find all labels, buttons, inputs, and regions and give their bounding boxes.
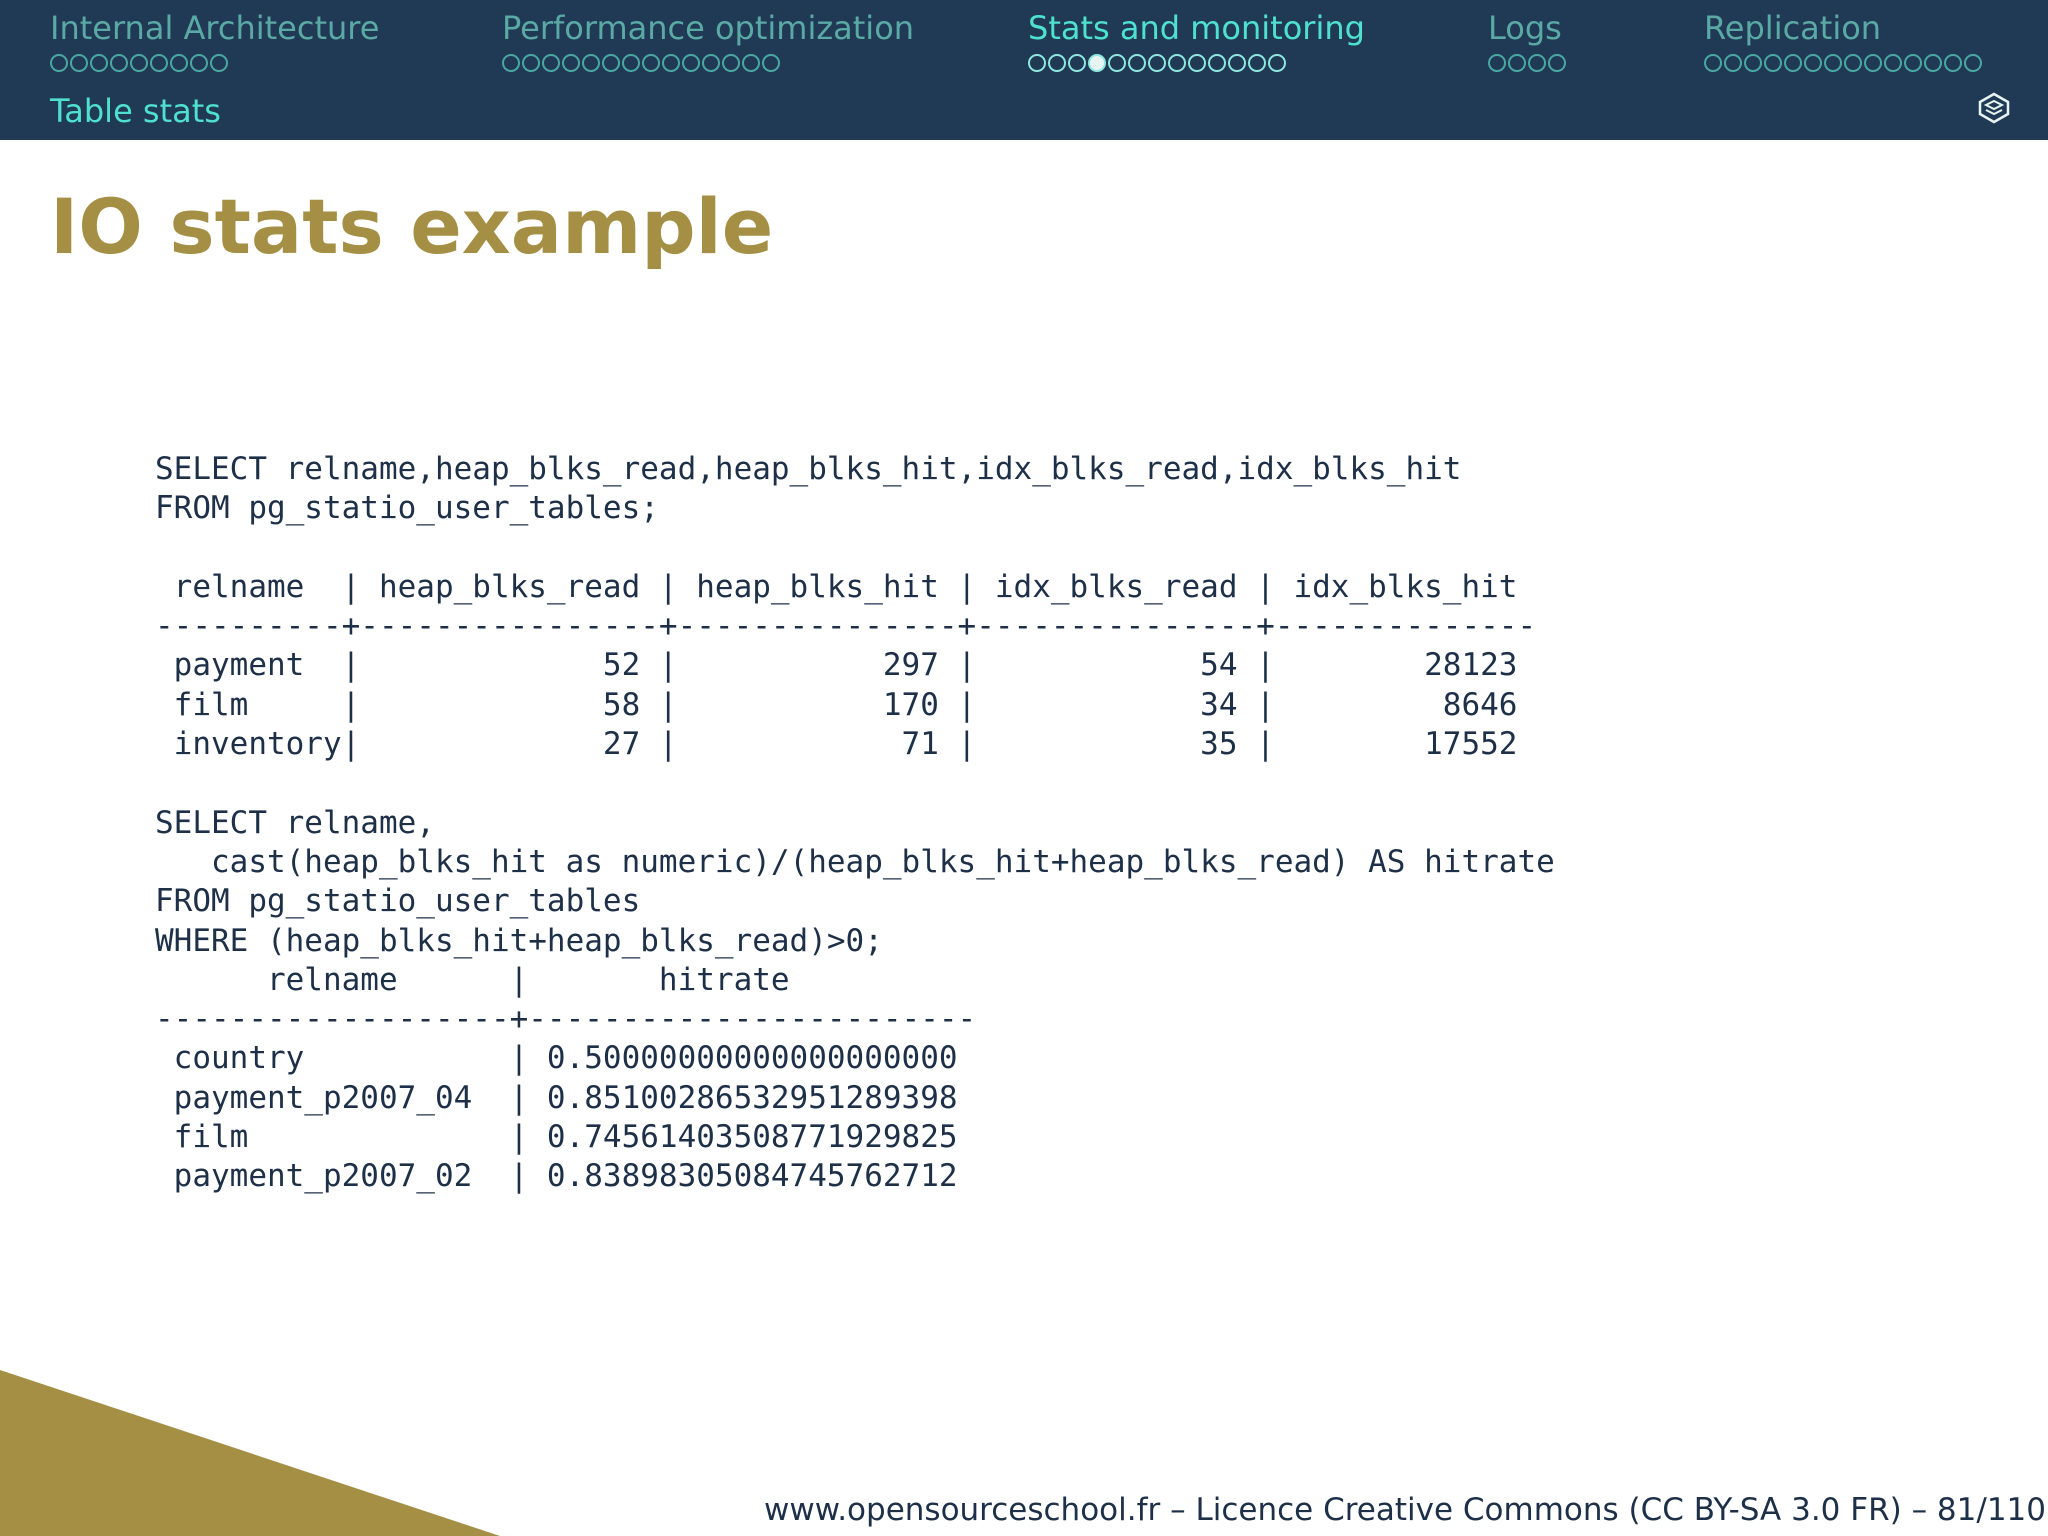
code-line: cast(heap_blks_hit as numeric)/(heap_blks_hit+heap_blks_read) AS hitrate [155,843,1555,880]
nav-dot[interactable] [1548,54,1566,72]
nav-dot[interactable] [722,54,740,72]
nav-dot[interactable] [70,54,88,72]
code-line: WHERE (heap_blks_hit+heap_blks_read)>0; [155,922,883,959]
subsection-title[interactable]: Table stats [50,92,221,130]
code-line [155,529,1555,568]
nav-section-label: Logs [1488,9,1562,47]
nav-dot[interactable] [602,54,620,72]
code-line: payment | 52 | 297 | 54 | 28123 [155,647,1518,684]
nav-dot[interactable] [1228,54,1246,72]
nav-dot[interactable] [1248,54,1266,72]
layers-logo-icon [1974,92,2014,124]
nav-dot[interactable] [210,54,228,72]
code-line: -------------------+------------------------ [155,1001,977,1038]
nav-dot[interactable] [1764,54,1782,72]
nav-dot[interactable] [562,54,580,72]
header-bar [0,0,2048,140]
nav-dot[interactable] [1924,54,1942,72]
slide-title: IO stats example [50,182,774,271]
nav-dot[interactable] [170,54,188,72]
nav-dot[interactable] [622,54,640,72]
nav-dot[interactable] [150,54,168,72]
code-line: film | 0.74561403508771929825 [155,1119,958,1156]
nav-dot[interactable] [1884,54,1902,72]
nav-dot[interactable] [642,54,660,72]
code-line: SELECT relname,heap_blks_read,heap_blks_hit,idx_blks_read,idx_blks_hit [155,451,1462,487]
nav-dot[interactable] [1028,54,1046,72]
nav-dot[interactable] [502,54,520,72]
nav-dot[interactable] [1188,54,1206,72]
nav-section-label: Stats and monitoring [1028,9,1365,47]
code-line: country | 0.50000000000000000000 [155,1040,958,1077]
nav-dot[interactable] [682,54,700,72]
nav-dot[interactable] [1964,54,1982,72]
nav-dot[interactable] [522,54,540,72]
nav-dot[interactable] [190,54,208,72]
nav-dot[interactable] [762,54,780,72]
nav-dot[interactable] [1268,54,1286,72]
code-line [155,764,1555,803]
nav-dot[interactable] [1844,54,1862,72]
code-line: SELECT relname, [155,804,435,841]
nav-section-stats-and-monitoring[interactable] [1028,8,1365,76]
nav-section-logs[interactable] [1488,8,1568,76]
nav-dot[interactable] [1724,54,1742,72]
nav-dots [50,54,379,76]
nav-dots [502,54,914,76]
nav-dot[interactable] [1488,54,1506,72]
nav-dot[interactable] [1508,54,1526,72]
nav-dot[interactable] [110,54,128,72]
code-line: payment_p2007_02 | 0.83898305084745762712 [155,1158,958,1195]
nav-dot-current[interactable] [1088,54,1106,72]
nav-dots [1028,54,1365,76]
nav-dot[interactable] [1528,54,1546,72]
code-line: relname | heap_blks_read | heap_blks_hit | idx_blks_read | idx_blks_hit [155,568,1518,605]
nav-dot[interactable] [1944,54,1962,72]
nav-dot[interactable] [742,54,760,72]
nav-section-label: Performance optimization [502,9,915,47]
code-line: inventory| 27 | 71 | 35 | 17552 [155,726,1518,763]
code-line: relname | hitrate [155,961,790,998]
nav-dot[interactable] [1804,54,1822,72]
nav-dot[interactable] [1108,54,1126,72]
nav-dot[interactable] [1824,54,1842,72]
nav-dot[interactable] [1068,54,1086,72]
nav-section-label: Internal Architecture [50,9,380,47]
nav-dot[interactable] [542,54,560,72]
nav-dot[interactable] [582,54,600,72]
code-line: film | 58 | 170 | 34 | 8646 [155,686,1518,723]
nav-dot[interactable] [1784,54,1802,72]
nav-dot[interactable] [1744,54,1762,72]
nav-dot[interactable] [1904,54,1922,72]
code-line: FROM pg_statio_user_tables; [155,490,659,527]
code-line: payment_p2007_04 | 0.85100286532951289398 [155,1079,958,1116]
nav-dot[interactable] [1168,54,1186,72]
nav-dot[interactable] [662,54,680,72]
nav-dots [1704,54,1984,76]
sql-code-block [155,450,1555,1197]
nav-dot[interactable] [1864,54,1882,72]
nav-dot[interactable] [1704,54,1722,72]
nav-dot[interactable] [1208,54,1226,72]
nav-dot[interactable] [1148,54,1166,72]
nav-dot[interactable] [1048,54,1066,72]
nav-dots [1488,54,1568,76]
nav-dot[interactable] [1128,54,1146,72]
decorative-corner-triangle [0,1370,500,1536]
nav-dot[interactable] [90,54,108,72]
nav-dot[interactable] [130,54,148,72]
code-line: FROM pg_statio_user_tables [155,883,641,920]
nav-dot[interactable] [50,54,68,72]
code-line: ----------+----------------+---------------+---------------+-------------- [155,608,1537,645]
nav-section-internal-architecture[interactable] [50,8,379,76]
footer-license: www.opensourceschool.fr – Licence Creative Commons (CC BY-SA 3.0 FR) – 81/110 [763,1492,2046,1528]
nav-section-label: Replication [1704,9,1882,47]
nav-section-performance-optimization[interactable] [502,8,914,76]
nav-section-replication[interactable] [1704,8,1984,76]
nav-dot[interactable] [702,54,720,72]
